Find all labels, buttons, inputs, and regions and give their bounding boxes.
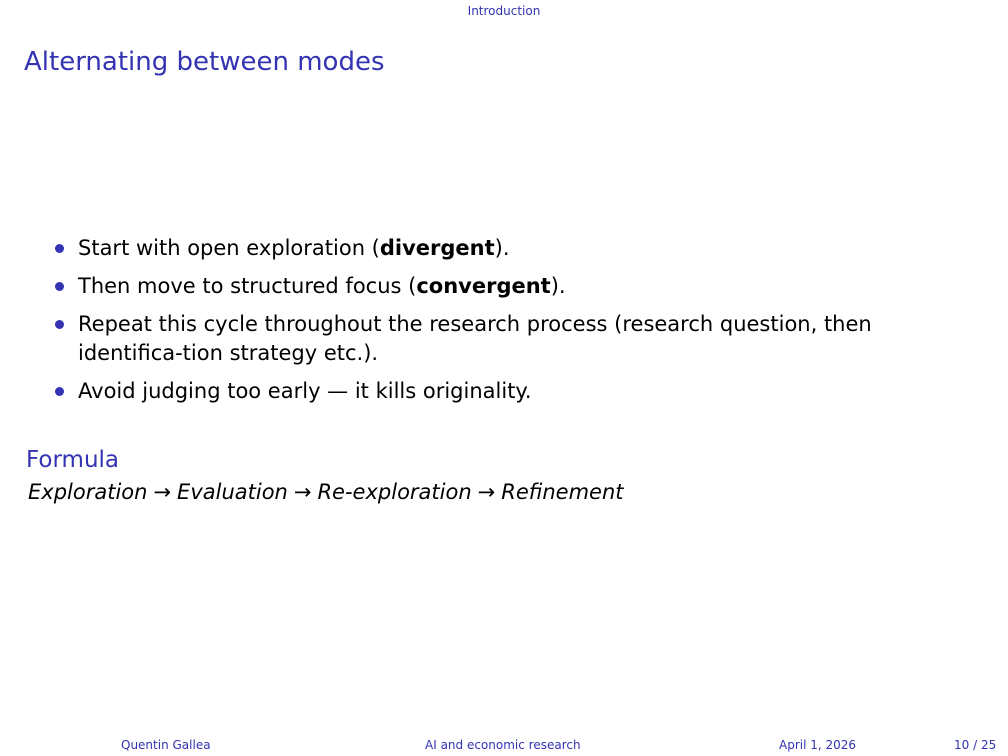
- footer-author: Quentin Gallea: [121, 738, 211, 752]
- formula-step: Re-exploration: [317, 480, 472, 504]
- bullet-text: Avoid judging too early — it kills originality.: [78, 379, 532, 403]
- arrow-right-icon: →: [153, 480, 172, 504]
- footer-date: April 1, 2026: [779, 738, 857, 752]
- header-section-title: Introduction: [467, 4, 541, 18]
- bullet-text: Then move to structured focus (: [78, 274, 417, 298]
- bullet-item: [50, 310, 980, 368]
- block-title: Formula: [26, 447, 119, 473]
- arrow-right-icon: →: [477, 480, 496, 504]
- bullet-item: [50, 377, 980, 406]
- bullet-text: Start with open exploration (: [78, 236, 380, 260]
- bullet-bold-term: divergent: [379, 236, 495, 260]
- formula-body: [28, 480, 624, 504]
- formula-step: Exploration: [28, 480, 148, 504]
- bullet-text: Repeat this cycle throughout the research process (research question, then identifica-tion strategy etc.).: [78, 312, 872, 365]
- bullet-bold-term: convergent: [416, 274, 551, 298]
- footer-page-number: 10 / 25: [954, 738, 997, 752]
- footer: [0, 737, 1008, 755]
- formula-step: Refinement: [501, 480, 624, 504]
- bullet-icon: [55, 387, 64, 396]
- footer-talk-title: AI and economic research: [425, 738, 581, 752]
- bullet-icon: [55, 244, 64, 253]
- formula-step: Evaluation: [177, 480, 288, 504]
- bullet-icon: [55, 282, 64, 291]
- frame-title: Alternating between modes: [24, 47, 385, 77]
- bullet-text-end: ).: [494, 236, 510, 260]
- arrow-right-icon: →: [293, 480, 312, 504]
- bullet-icon: [55, 320, 64, 329]
- bullet-list: [50, 234, 980, 415]
- bullet-text-end: ).: [550, 274, 566, 298]
- bullet-item: [50, 234, 980, 263]
- bullet-item: [50, 272, 980, 301]
